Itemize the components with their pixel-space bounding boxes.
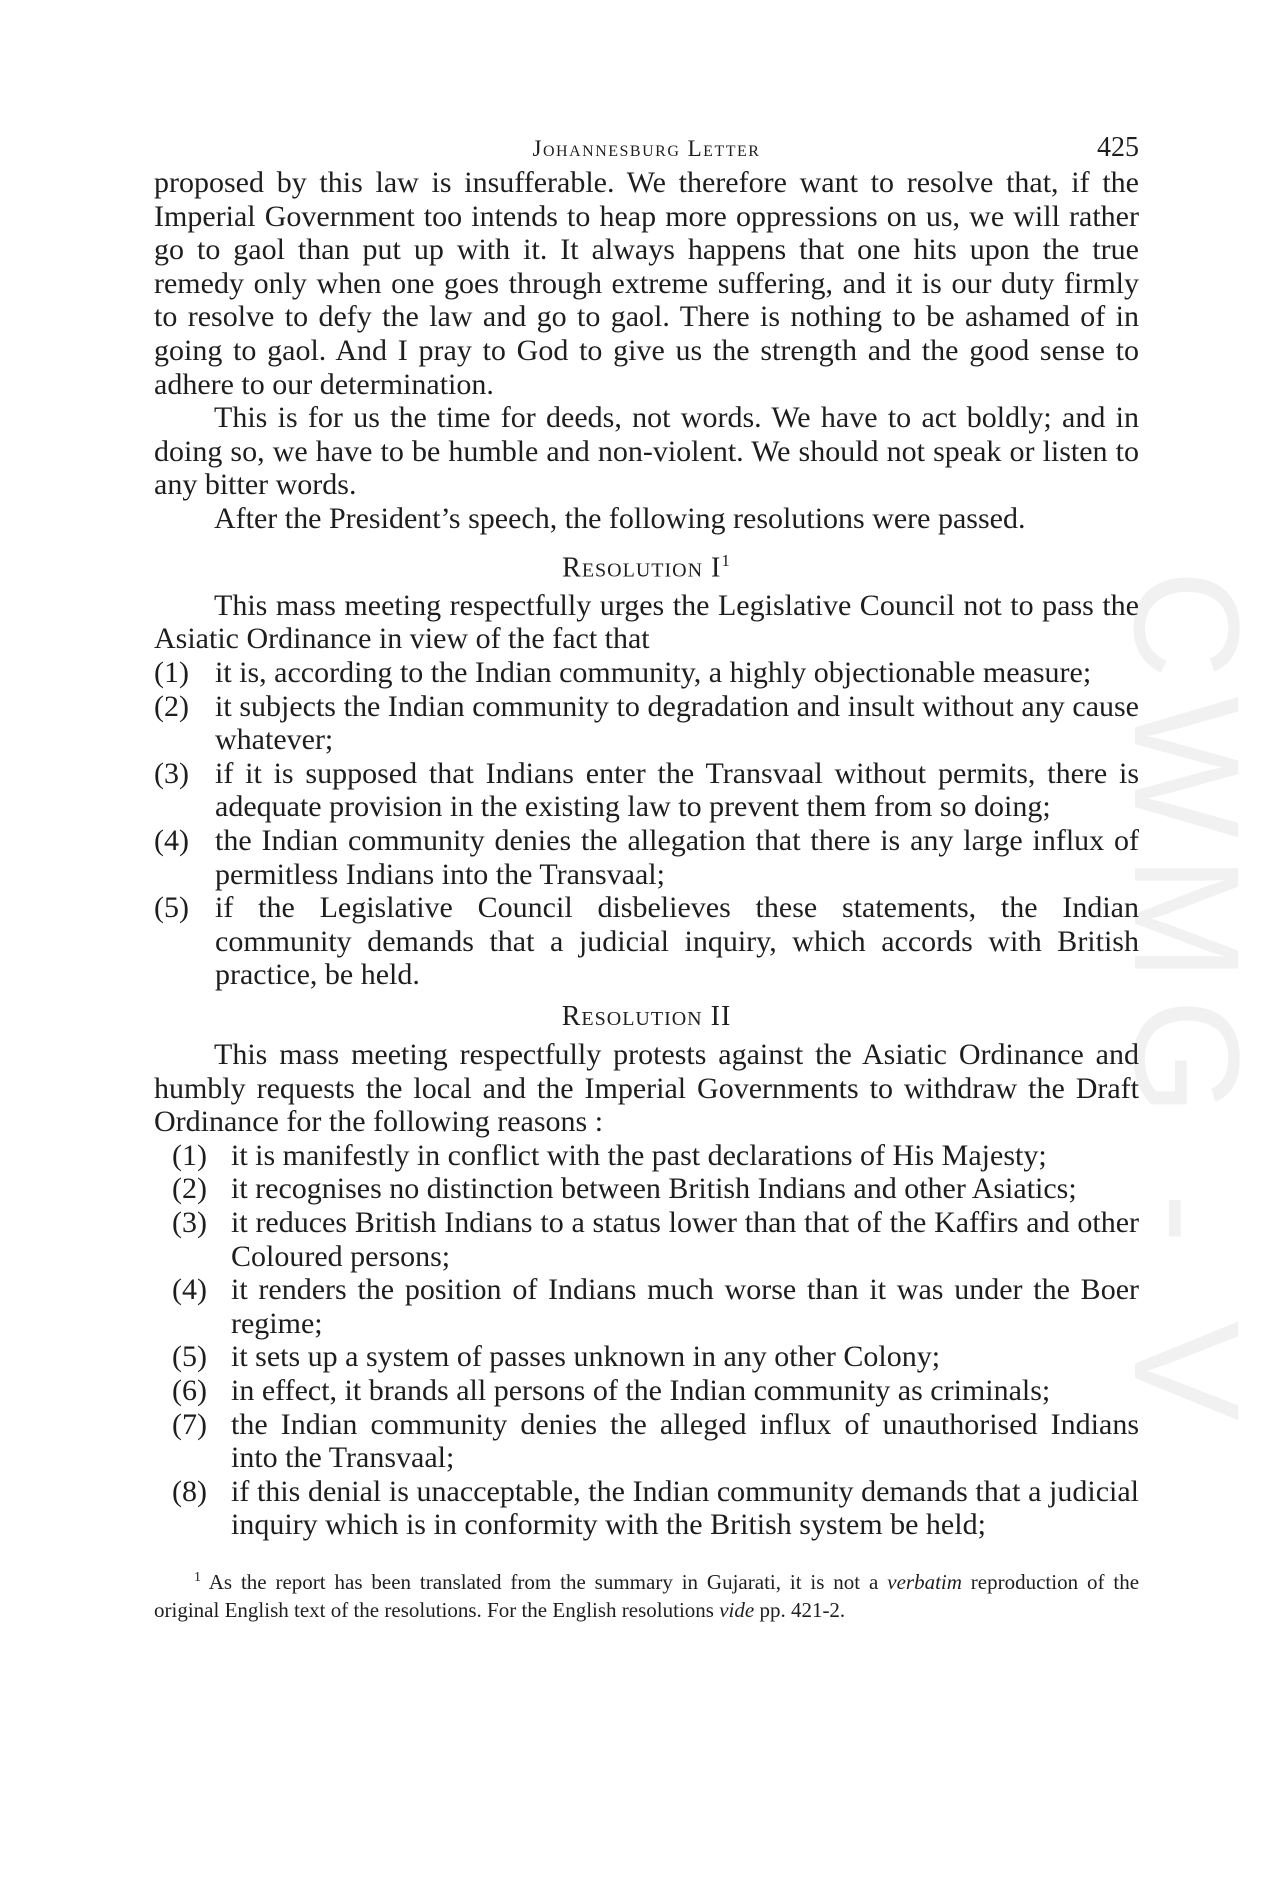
footnote-italic: verbatim [887,1569,962,1594]
item-number: (4) [154,824,189,858]
list-item [154,1475,1139,1542]
list-item [154,824,1139,891]
body-paragraph: After the President’s speech, the following resolutions were passed. [214,501,1026,535]
body-paragraph-continued: proposed by this law is insufferable. We therefore want to resolve that, if the Imperial Government too intends to heap more oppressions on us, we will rather go to gaol than put up with it. It always happens that one hits upon the true remedy only when one goes through extreme suffering, and it is our duty firmly to resolve to defy the law and go to gaol. There is nothing to be ashamed of in going to gaol. And I pray to God to give us the strength and the good sense to adhere to our determination. [154,166,1139,401]
resolution-2-intro: This mass meeting respectfully protests against the Asiatic Ordinance and humbly requests the local and the Imperial Governments to withdraw the Draft Ordinance for the following reasons : [154,1037,1139,1139]
list-item [154,1374,1139,1408]
item-text: if this denial is unacceptable, the Indian community demands that a judicial inquiry which is in conformity with the British system be held; [231,1474,1139,1542]
resolution-1-intro: This mass meeting respectfully urges the Legislative Council not to pass the Asiatic Ordinance in view of the fact that [154,588,1139,656]
footnote-italic: vide [719,1597,755,1622]
item-number: (3) [172,1205,207,1239]
resolution-1-heading [154,542,1139,587]
item-text: it is, according to the Indian community, a highly objectionable measure; [215,656,1092,690]
item-number: (4) [172,1273,207,1307]
body-paragraph: This is for us the time for deeds, not words. We have to act boldly; and in doing so, we have to be humble and non-violent. We should not speak or listen to any bitter words. [154,401,1139,502]
running-head [154,120,1139,166]
resolution-1-list [154,656,1139,992]
item-text: it sets up a system of passes unknown in any other Colony; [231,1340,941,1374]
item-text: it reduces British Indians to a status lower than that of the Kaffirs and other Coloured persons; [231,1205,1139,1273]
list-item [154,891,1139,992]
list-item [154,1172,1139,1206]
resolution-2-title: Resolution II [561,1000,732,1032]
list-item [154,690,1139,757]
list-item [154,656,1139,690]
item-text: the Indian community denies the allegation that there is any large influx of permitless Indians into the Transvaal; [215,824,1139,891]
item-number: (1) [154,656,189,690]
list-item [154,1340,1139,1374]
list-item [154,757,1139,824]
item-number: (7) [172,1407,207,1441]
list-item [154,1273,1139,1340]
resolution-2-list [154,1139,1139,1542]
list-item [154,1206,1139,1273]
footnote-text: As the report has been translated from the summary in Gujarati, it is not a [208,1569,879,1594]
running-head-title: Johannesburg Letter [532,136,761,161]
list-item [154,1408,1139,1475]
item-number: (5) [154,891,189,925]
item-text: if the Legislative Council disbelieves these statements, the Indian community demands that a judicial inquiry, which accords with British practice, be held. [215,891,1139,992]
item-number: (6) [172,1373,207,1407]
item-text: the Indian community denies the alleged influx of unauthorised Indians into the Transvaal; [231,1407,1139,1475]
footnote-text: pp. 421-2. [759,1597,846,1622]
item-text: it renders the position of Indians much worse than it was under the Boer regime; [231,1273,1139,1340]
item-number: (2) [172,1172,207,1206]
item-number: (1) [172,1138,207,1172]
resolution-1-title: Resolution I [562,551,722,583]
item-text: if it is supposed that Indians enter the Transvaal without permits, there is adequate provision in the existing law to prevent them from so doing; [215,756,1139,824]
item-number: (3) [154,756,189,790]
item-text: it is manifestly in conflict with the past declarations of His Majesty; [231,1138,1047,1172]
footnote-mark: 1 [194,1569,201,1585]
footnote [154,1564,1139,1624]
page-number: 425 [1097,132,1139,163]
item-number: (5) [172,1340,207,1374]
item-text: it recognises no distinction between British Indians and other Asiatics; [231,1172,1077,1206]
item-text: it subjects the Indian community to degradation and insult without any cause whatever; [215,689,1139,757]
list-item [154,1139,1139,1173]
footnote-text: reproduction of the original English text of the resolutions. For the English resolutions [154,1569,1140,1622]
document-page [154,120,1139,1624]
cwmg-watermark: CWMG - V [1103,570,1271,1439]
item-number: (8) [172,1474,207,1508]
footnote-reference: 1 [721,550,731,570]
item-number: (2) [154,689,189,723]
resolution-2-heading [154,998,1139,1036]
item-text: in effect, it brands all persons of the Indian community as criminals; [231,1373,1051,1407]
